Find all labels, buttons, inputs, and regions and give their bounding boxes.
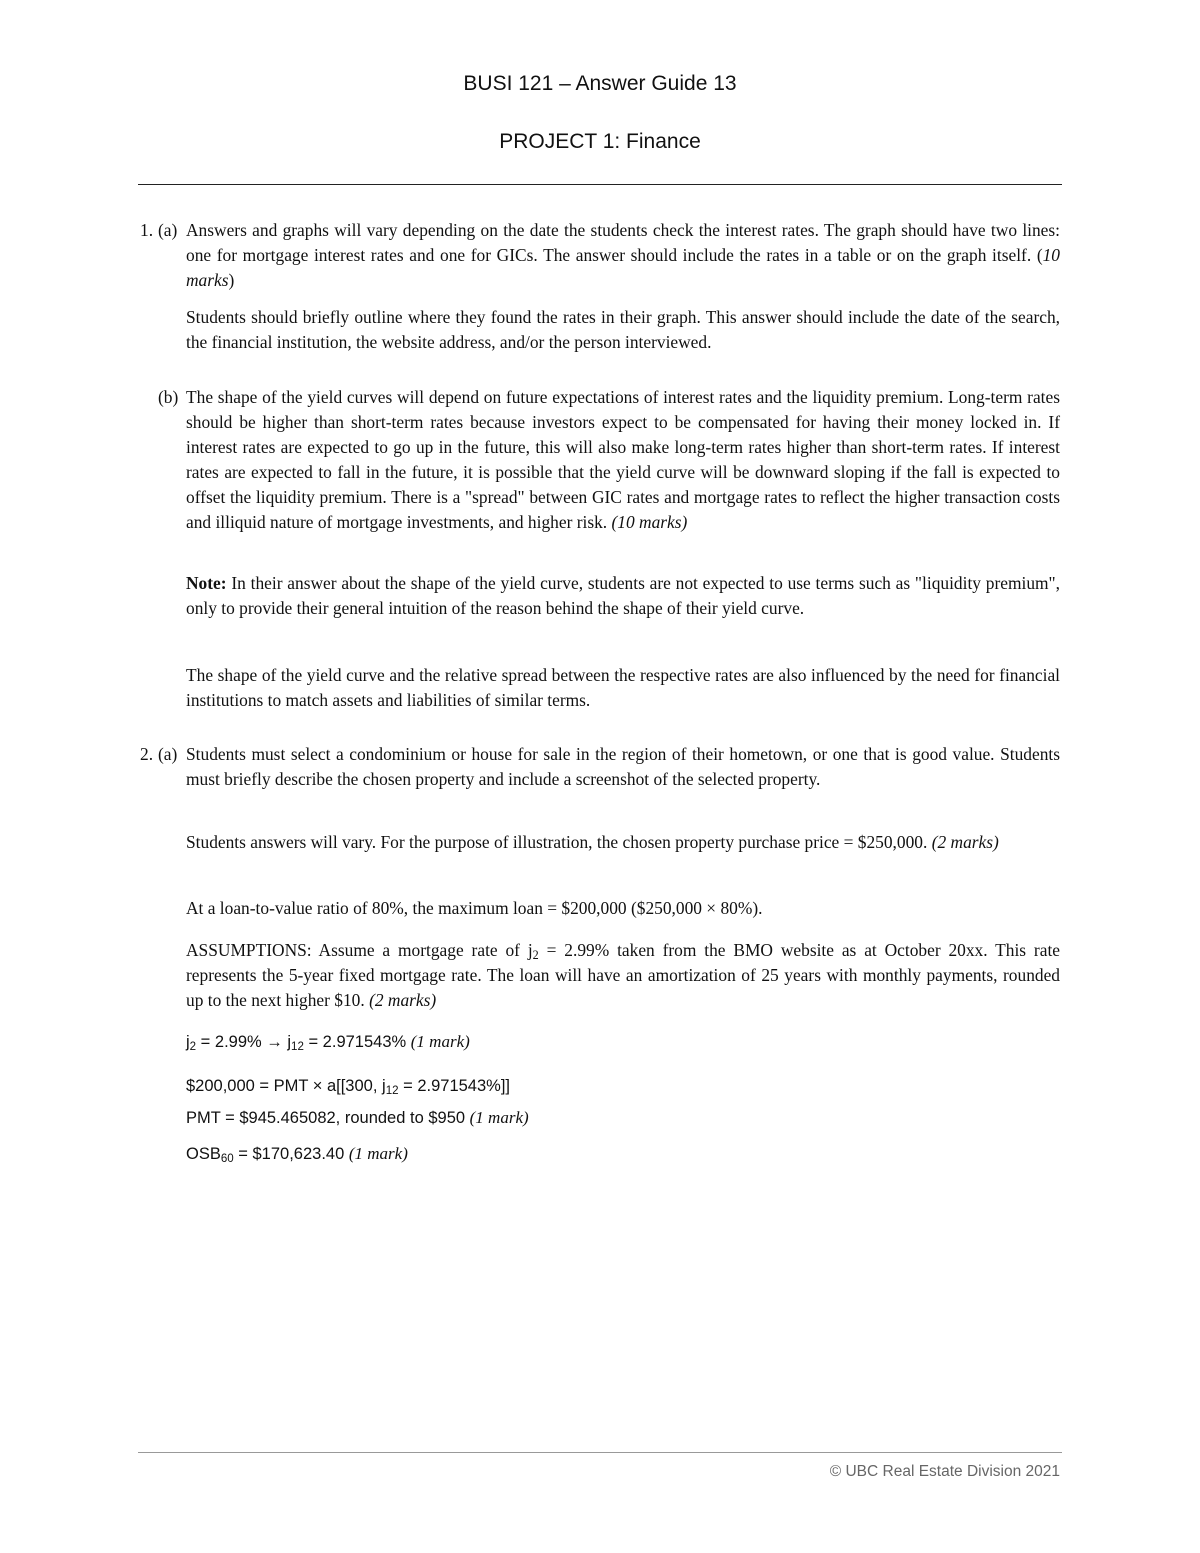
question-1b-paragraph-1: [186, 385, 1060, 535]
calc4-a: OSB: [186, 1145, 221, 1163]
assumptions-post: = 2.99% taken from the BMO website as at October 20xx. This rate represents the 5-year fixed mortgage rate. The loan will have an amortization of 25 years with monthly payments, rounded up to the next higher $10.: [186, 940, 1060, 1010]
note-label: Note:: [186, 573, 227, 593]
q2a-p2-marks: (2 marks): [931, 832, 999, 852]
calc3-mark: (1 mark): [469, 1108, 529, 1127]
question-2a-paragraph-3: At a loan-to-value ratio of 80%, the maximum loan = $200,000 ($250,000 × 80%).: [186, 898, 763, 918]
calc1-a: j: [186, 1033, 190, 1051]
question-1a-paragraph-1: [186, 218, 1060, 293]
q1b-p1-text: The shape of the yield curves will depend on future expectations of interest rates and the liquidity premium. Long-term rates should be higher than short-term rates because investors expect to be compensated for having their money locked in. If interest rates are expected to go up in the future, this will also make long-term rates higher than short-term rates. If interest rates are expected to fall in the future, it is possible that the yield curve will be downward sloping if the fall is expected to offset the liquidity premium. There is a "spread" between GIC rates and mortgage rates to reflect the higher transaction costs and illiquid nature of mortgage investments, and higher risk.: [186, 387, 1060, 532]
question-1-number: 1.: [140, 220, 154, 240]
question-2a-paragraph-2: [186, 830, 1060, 855]
document-title: BUSI 121 – Answer Guide 13: [463, 72, 737, 95]
calc1-c: = 2.971543%: [303, 1033, 411, 1051]
q1b-p1-marks: (10 marks): [611, 512, 688, 532]
header-divider: [138, 184, 1062, 185]
calc2-b: [[300, j: [336, 1077, 386, 1095]
footer-divider: [138, 1452, 1062, 1453]
question-1a-paragraph-2: Students should briefly outline where they found the rates in their graph. This answer should include the date of the search, the financial institution, the website address, and/or the person interviewed.: [186, 307, 1060, 352]
q2a-p2-text: Students answers will vary. For the purpose of illustration, the chosen property purchase price = $250,000.: [186, 832, 932, 852]
q1a-p1-text: Answers and graphs will vary depending on the date the students check the interest rates. The graph should have two lines: one for mortgage interest rates and one for GICs. The answer should include the rates in a table or on the graph itself. (: [186, 220, 1060, 265]
footer-copyright: © UBC Real Estate Division 2021: [829, 1463, 1060, 1480]
q1a-p1-marks: 10 marks: [186, 245, 1060, 290]
calc1-b-sub: 12: [291, 1041, 304, 1053]
calc1-b: = 2.99% → j: [196, 1033, 292, 1051]
assumptions-marks: (2 marks): [369, 990, 437, 1010]
question-1a-label: (a): [158, 220, 178, 240]
calc4-a-sub: 60: [220, 1153, 234, 1165]
calc-line-payment: [186, 1107, 529, 1129]
note-text: In their answer about the shape of the yield curve, students are not expected to use terms such as "liquidity premium", only to provide their general intuition of the reason behind the shape of their yield curve.: [186, 573, 1060, 618]
question-2a-label: (a): [158, 744, 178, 764]
calc-line-osb: [186, 1143, 408, 1165]
calc3-a: PMT = $945.465082, rounded to $950: [186, 1109, 470, 1127]
calc2-b-sub: 12: [385, 1085, 399, 1097]
assumptions-sub: 2: [532, 948, 539, 962]
assumptions-pre: ASSUMPTIONS: Assume a mortgage rate of j: [186, 940, 533, 960]
calc1-a-sub: 2: [189, 1041, 197, 1053]
question-1b-label: (b): [158, 387, 179, 407]
document-subtitle: PROJECT 1: Finance: [499, 130, 701, 153]
calc-line-rate-conversion: [186, 1031, 470, 1053]
question-1b-note: [186, 571, 1060, 621]
question-2a-paragraph-1: Students must select a condominium or house for sale in the region of their hometown, or one that is good value. Students must briefly describe the chosen property and include a screenshot of the selected property.: [186, 744, 1060, 789]
calc2-a: $200,000 = PMT × a: [186, 1077, 337, 1095]
calc-line-loan-equation: [186, 1075, 510, 1097]
calc2-c: = 2.971543%]]: [398, 1077, 510, 1095]
question-1b-paragraph-3: The shape of the yield curve and the relative spread between the respective rates are also influenced by the need for financial institutions to match assets and liabilities of similar terms.: [186, 665, 1060, 710]
q1a-p1-end: ): [228, 270, 235, 290]
calc1-mark: (1 mark): [410, 1032, 470, 1051]
calc4-b: = $170,623.40: [233, 1145, 349, 1163]
question-2a-assumptions: [186, 938, 1060, 1013]
calc4-mark: (1 mark): [348, 1144, 408, 1163]
question-2-number: 2.: [140, 744, 154, 764]
